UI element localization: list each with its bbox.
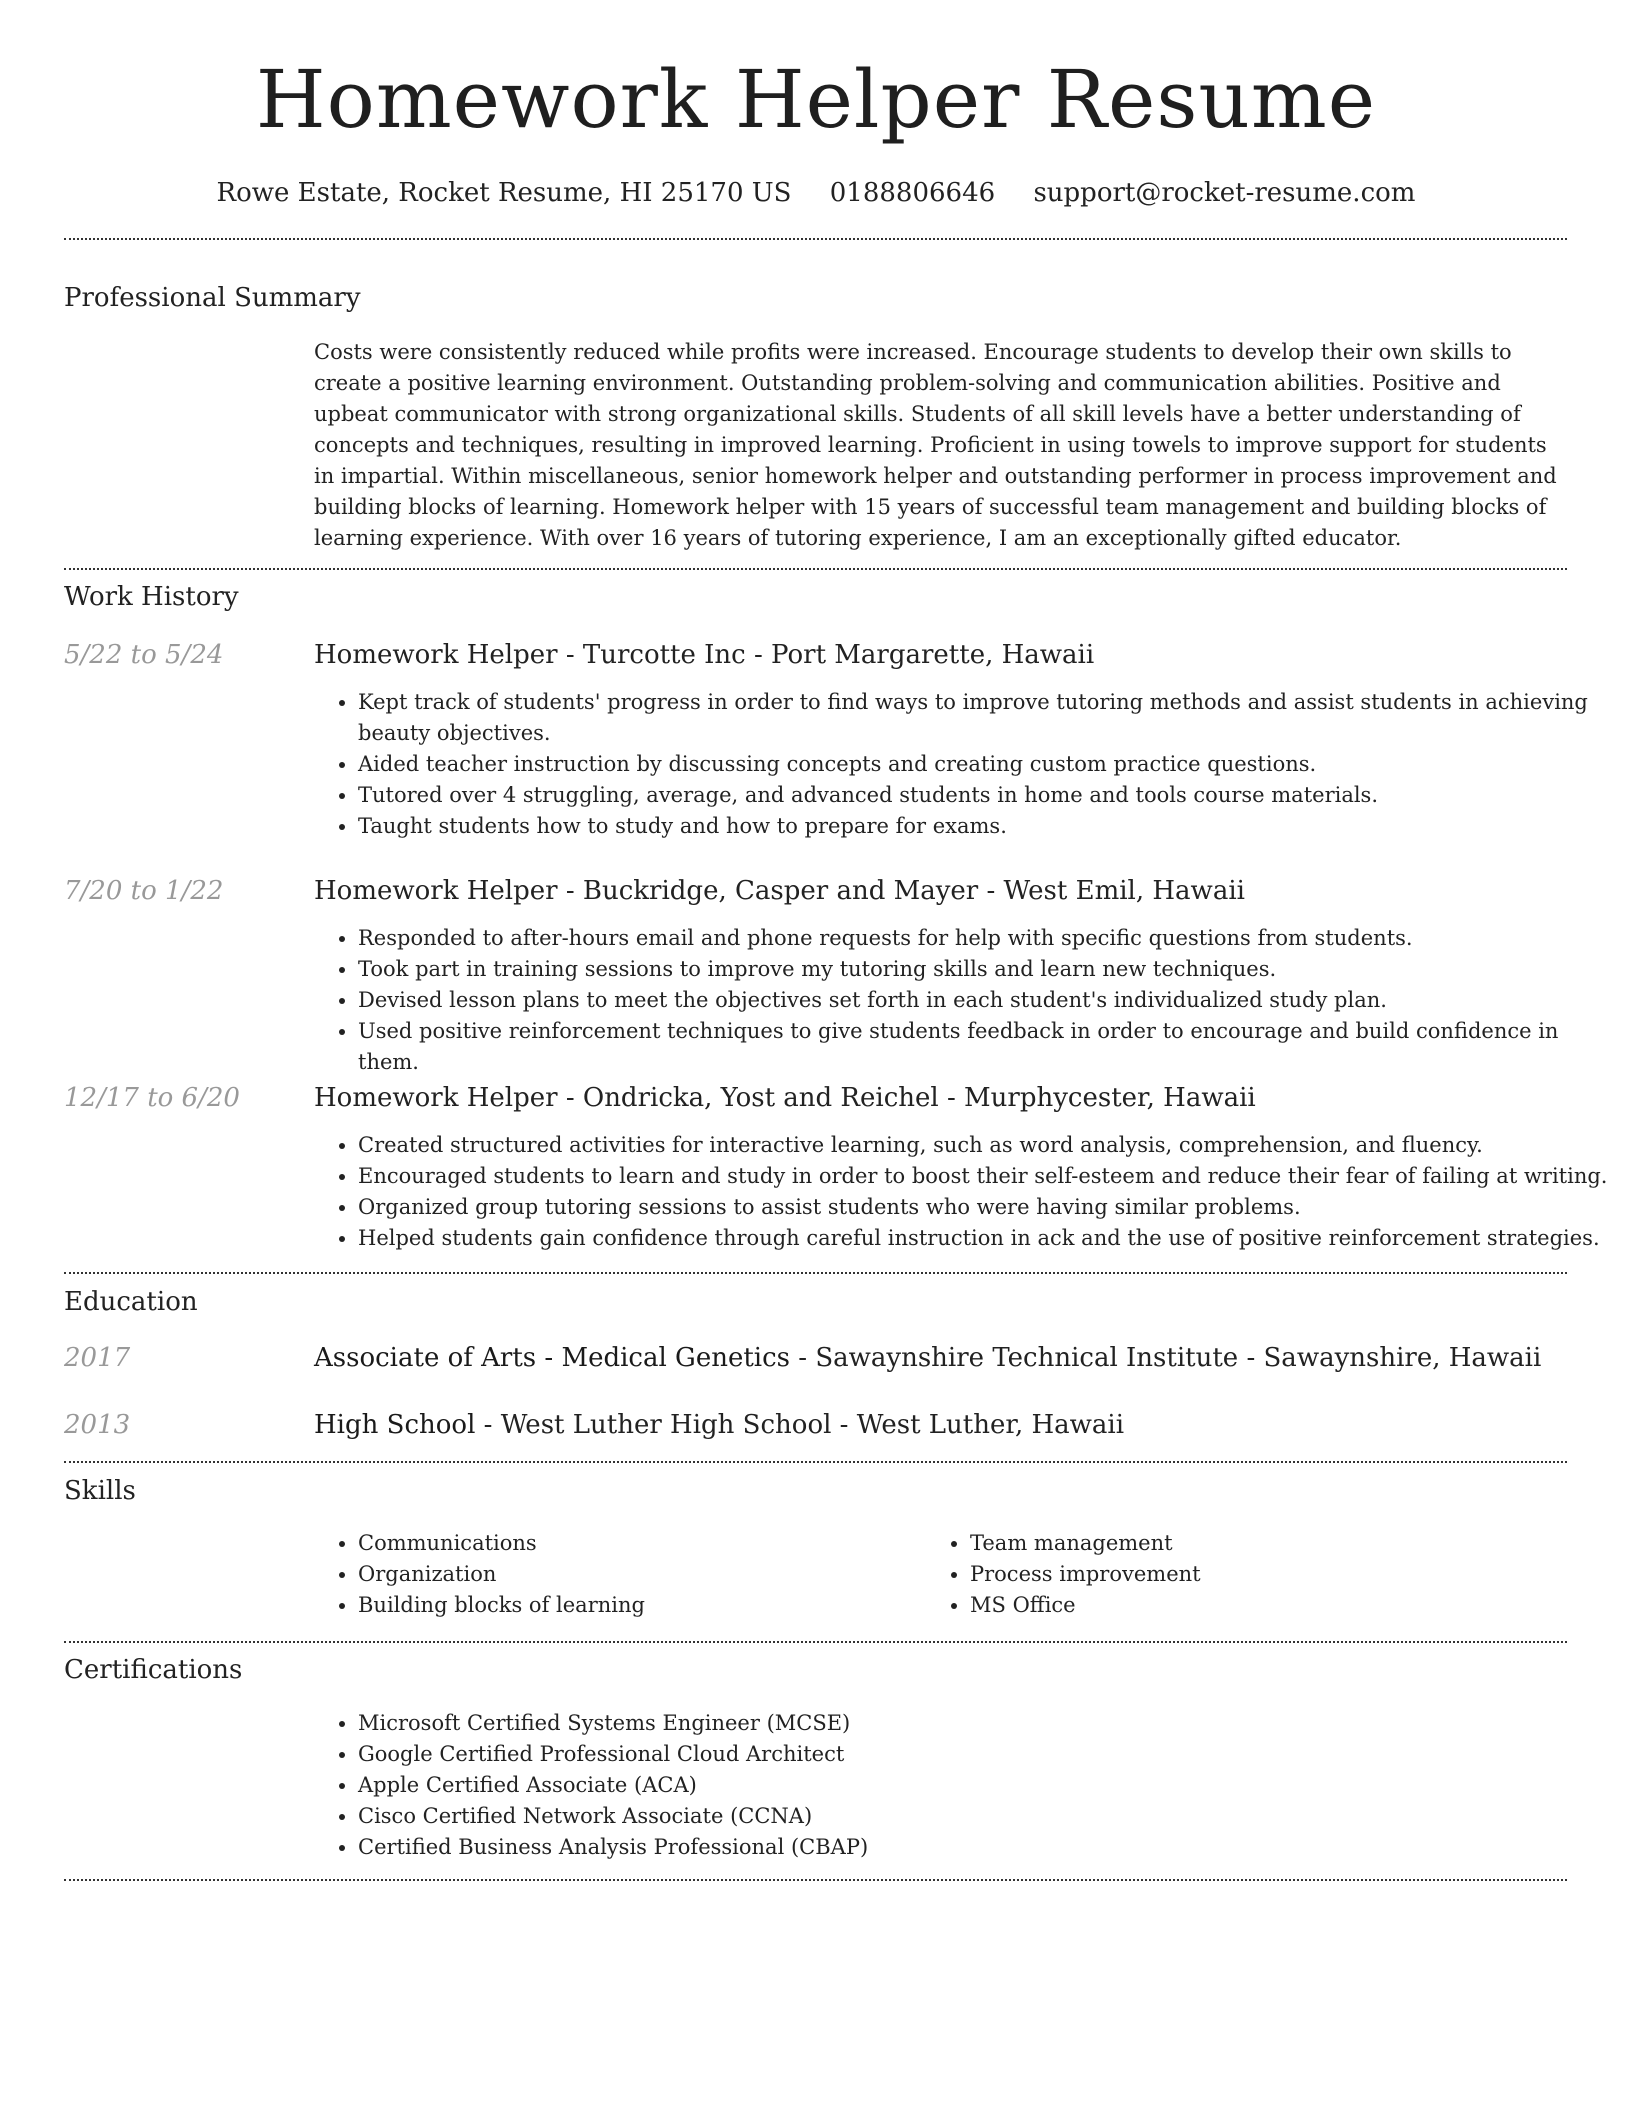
phone: 0188806646 (829, 178, 996, 208)
education-heading (314, 1340, 1541, 1376)
list-item: • Apple Certified Associate (ACA) (358, 1770, 1611, 1801)
list-item: • Communications (358, 1528, 918, 1559)
list-item: • Kept track of students' progress in order to find ways to improve tutoring methods and assist students in achieving beauty objectives. (358, 687, 1611, 749)
list-item: • Taught students how to study and how to prepare for exams. (358, 811, 1611, 842)
education-year: 2013 (64, 1410, 131, 1440)
divider (64, 568, 1567, 570)
address: Rowe Estate, Rocket Resume, HI 25170 US (216, 178, 792, 208)
job-heading: Homework Helper - Buckridge, Casper and Mayer - West Emil, Hawaii (314, 876, 1245, 906)
list-item: • Took part in training sessions to improve my tutoring skills and learn new techniques. (358, 954, 1611, 985)
divider (64, 1641, 1567, 1643)
list-item: • Helped students gain confidence through careful instruction in ack and the use of positive reinforcement strategies. (358, 1223, 1611, 1254)
list-item: • Certified Business Analysis Professional (CBAP) (358, 1832, 1611, 1863)
degree: High School (314, 1410, 476, 1440)
skills-list-right (926, 1528, 1570, 1621)
education-heading (314, 1407, 1124, 1443)
list-item: • Microsoft Certified Systems Engineer (MCSE) (358, 1708, 1611, 1739)
job-bullets (314, 687, 1611, 842)
job-dates: 7/20 to 1/22 (64, 876, 224, 906)
job-dates: 12/17 to 6/20 (64, 1083, 240, 1113)
list-item: • Encouraged students to learn and study in order to boost their self-esteem and reduce their fear of failing at writing. (358, 1161, 1611, 1192)
list-item: • Tutored over 4 struggling, average, and advanced students in home and tools course materials. (358, 780, 1611, 811)
list-item: • Organized group tutoring sessions to assist students who were having similar problems. (358, 1192, 1611, 1223)
list-item: • Created structured activities for interactive learning, such as word analysis, comprehension, and fluency. (358, 1130, 1611, 1161)
education-year: 2017 (64, 1343, 131, 1373)
summary-text: Costs were consistently reduced while profits were increased. Encourage students to develop their own skills to create a positive learning environment. Outstanding problem-solving and communication abilities. Positive and upbeat communicator with strong organizational skills. Students of all skill levels have a better understanding of concepts and techniques, resulting in improved learning. Proficient in using towels to improve support for students in impartial. Within miscellaneous, senior homework helper and outstanding performer in process improvement and building blocks of learning. Homework helper with 15 years of successful team management and building blocks of learning experience. With over 16 years of tutoring experience, I am an exceptionally gifted educator. (314, 340, 1557, 550)
list-item: • Organization (358, 1559, 918, 1590)
degree: Associate of Arts - Medical Genetics (314, 1343, 791, 1373)
job-heading: Homework Helper - Turcotte Inc - Port Margarette, Hawaii (314, 640, 1095, 670)
job-heading: Homework Helper - Ondricka, Yost and Reichel - Murphycester, Hawaii (314, 1083, 1256, 1113)
summary-title: Professional Summary (64, 283, 361, 313)
work-history-title: Work History (64, 582, 239, 612)
list-item: • Process improvement (970, 1559, 1570, 1590)
education-title: Education (64, 1287, 198, 1317)
divider (64, 1272, 1567, 1274)
list-item: • Google Certified Professional Cloud Architect (358, 1739, 1611, 1770)
list-item: • Building blocks of learning (358, 1590, 918, 1621)
divider (64, 1879, 1567, 1881)
school-details: - West Luther High School - West Luther, Hawaii (475, 1410, 1125, 1440)
list-item: • MS Office (970, 1590, 1570, 1621)
school-details: - Sawaynshire Technical Institute - Sawaynshire, Hawaii (790, 1343, 1542, 1373)
divider (64, 238, 1567, 240)
list-item: • Team management (970, 1528, 1570, 1559)
divider (64, 1461, 1567, 1463)
list-item: • Devised lesson plans to meet the objectives set forth in each student's individualized study plan. (358, 985, 1611, 1016)
list-item: • Cisco Certified Network Associate (CCNA) (358, 1801, 1611, 1832)
resume-title: Homework Helper Resume (255, 53, 1377, 146)
list-item: • Aided teacher instruction by discussing concepts and creating custom practice questions. (358, 749, 1611, 780)
email: support@rocket-resume.com (1033, 178, 1416, 208)
certifications-title: Certifications (64, 1655, 243, 1685)
contact-line (0, 175, 1632, 211)
job-bullets (314, 923, 1611, 1078)
list-item: • Used positive reinforcement techniques to give students feedback in order to encourage and build confidence in them. (358, 1016, 1611, 1078)
certifications-list (314, 1708, 1611, 1863)
job-bullets (314, 1130, 1611, 1254)
list-item: • Responded to after-hours email and phone requests for help with specific questions from students. (358, 923, 1611, 954)
resume-header (0, 50, 1632, 211)
skills-list-left (314, 1528, 918, 1621)
skills-title: Skills (64, 1476, 136, 1506)
job-dates: 5/22 to 5/24 (64, 640, 224, 670)
